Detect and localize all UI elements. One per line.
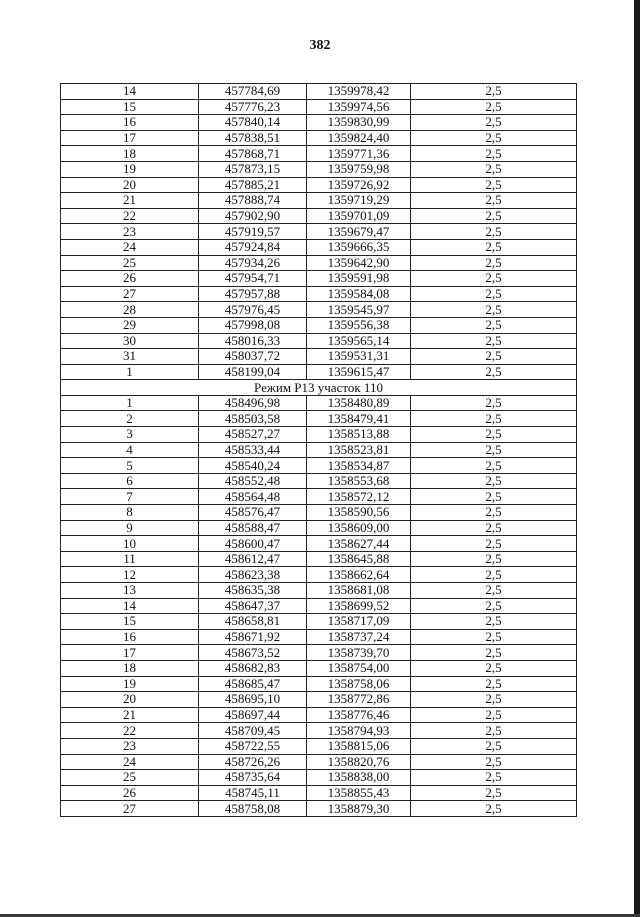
y-coordinate-cell: 1358855,43 <box>307 785 411 801</box>
x-coordinate-cell: 457868,71 <box>199 146 307 162</box>
point-number-cell: 26 <box>61 271 199 287</box>
x-coordinate-cell: 458037,72 <box>199 349 307 365</box>
point-number-cell: 5 <box>61 458 199 474</box>
value-cell: 2,5 <box>411 629 577 645</box>
y-coordinate-cell: 1358717,09 <box>307 614 411 630</box>
value-cell: 2,5 <box>411 208 577 224</box>
x-coordinate-cell: 457888,74 <box>199 193 307 209</box>
point-number-cell: 20 <box>61 692 199 708</box>
section-header-row <box>61 380 577 396</box>
table-row <box>61 115 577 131</box>
section-header-body <box>61 380 577 396</box>
x-coordinate-cell: 458682,83 <box>199 660 307 676</box>
y-coordinate-cell: 1358645,88 <box>307 551 411 567</box>
y-coordinate-cell: 1358609,00 <box>307 520 411 536</box>
point-number-cell: 25 <box>61 770 199 786</box>
scan-right-edge <box>634 0 640 917</box>
table-row <box>61 411 577 427</box>
x-coordinate-cell: 458722,55 <box>199 738 307 754</box>
value-cell: 2,5 <box>411 146 577 162</box>
point-number-cell: 10 <box>61 536 199 552</box>
value-cell: 2,5 <box>411 505 577 521</box>
point-number-cell: 16 <box>61 115 199 131</box>
table-row <box>61 770 577 786</box>
x-coordinate-cell: 457776,23 <box>199 99 307 115</box>
value-cell: 2,5 <box>411 395 577 411</box>
value-cell: 2,5 <box>411 598 577 614</box>
point-number-cell: 28 <box>61 302 199 318</box>
table-row <box>61 660 577 676</box>
y-coordinate-cell: 1359771,36 <box>307 146 411 162</box>
value-cell: 2,5 <box>411 193 577 209</box>
x-coordinate-cell: 458673,52 <box>199 645 307 661</box>
y-coordinate-cell: 1358737,24 <box>307 629 411 645</box>
value-cell: 2,5 <box>411 161 577 177</box>
table-row <box>61 801 577 817</box>
x-coordinate-cell: 457998,08 <box>199 317 307 333</box>
y-coordinate-cell: 1358480,89 <box>307 395 411 411</box>
y-coordinate-cell: 1359701,09 <box>307 208 411 224</box>
point-number-cell: 21 <box>61 707 199 723</box>
x-coordinate-cell: 458671,92 <box>199 629 307 645</box>
x-coordinate-cell: 457885,21 <box>199 177 307 193</box>
point-number-cell: 7 <box>61 489 199 505</box>
point-number-cell: 12 <box>61 567 199 583</box>
x-coordinate-cell: 457934,26 <box>199 255 307 271</box>
value-cell: 2,5 <box>411 177 577 193</box>
value-cell: 2,5 <box>411 115 577 131</box>
point-number-cell: 21 <box>61 193 199 209</box>
value-cell: 2,5 <box>411 442 577 458</box>
x-coordinate-cell: 458709,45 <box>199 723 307 739</box>
y-coordinate-cell: 1359556,38 <box>307 317 411 333</box>
x-coordinate-cell: 457902,90 <box>199 208 307 224</box>
table-row <box>61 598 577 614</box>
table-row <box>61 302 577 318</box>
y-coordinate-cell: 1358758,06 <box>307 676 411 692</box>
y-coordinate-cell: 1358553,68 <box>307 473 411 489</box>
y-coordinate-cell: 1359830,99 <box>307 115 411 131</box>
value-cell: 2,5 <box>411 645 577 661</box>
y-coordinate-cell: 1359545,97 <box>307 302 411 318</box>
x-coordinate-cell: 458685,47 <box>199 676 307 692</box>
table-row <box>61 629 577 645</box>
y-coordinate-cell: 1358739,70 <box>307 645 411 661</box>
table-row <box>61 146 577 162</box>
x-coordinate-cell: 457954,71 <box>199 271 307 287</box>
table-row <box>61 224 577 240</box>
point-number-cell: 20 <box>61 177 199 193</box>
y-coordinate-cell: 1358879,30 <box>307 801 411 817</box>
point-number-cell: 26 <box>61 785 199 801</box>
value-cell: 2,5 <box>411 99 577 115</box>
y-coordinate-cell: 1359679,47 <box>307 224 411 240</box>
y-coordinate-cell: 1358513,88 <box>307 427 411 443</box>
x-coordinate-cell: 457919,57 <box>199 224 307 240</box>
table-row <box>61 723 577 739</box>
table-row <box>61 505 577 521</box>
x-coordinate-cell: 458758,08 <box>199 801 307 817</box>
value-cell: 2,5 <box>411 707 577 723</box>
y-coordinate-cell: 1358627,44 <box>307 536 411 552</box>
table-row <box>61 193 577 209</box>
table-row <box>61 754 577 770</box>
table-body-before <box>61 84 577 380</box>
x-coordinate-cell: 458735,64 <box>199 770 307 786</box>
table-row <box>61 583 577 599</box>
y-coordinate-cell: 1358776,46 <box>307 707 411 723</box>
table-row <box>61 442 577 458</box>
point-number-cell: 13 <box>61 583 199 599</box>
value-cell: 2,5 <box>411 583 577 599</box>
x-coordinate-cell: 458697,44 <box>199 707 307 723</box>
point-number-cell: 23 <box>61 738 199 754</box>
table-row <box>61 614 577 630</box>
y-coordinate-cell: 1359565,14 <box>307 333 411 349</box>
x-coordinate-cell: 458016,33 <box>199 333 307 349</box>
value-cell: 2,5 <box>411 614 577 630</box>
coordinates-table-container <box>60 83 576 817</box>
value-cell: 2,5 <box>411 458 577 474</box>
table-row <box>61 692 577 708</box>
point-number-cell: 16 <box>61 629 199 645</box>
value-cell: 2,5 <box>411 551 577 567</box>
y-coordinate-cell: 1359719,29 <box>307 193 411 209</box>
x-coordinate-cell: 458623,38 <box>199 567 307 583</box>
table-row <box>61 785 577 801</box>
table-row <box>61 286 577 302</box>
value-cell: 2,5 <box>411 660 577 676</box>
x-coordinate-cell: 458527,27 <box>199 427 307 443</box>
x-coordinate-cell: 458552,48 <box>199 473 307 489</box>
value-cell: 2,5 <box>411 302 577 318</box>
table-row <box>61 333 577 349</box>
value-cell: 2,5 <box>411 692 577 708</box>
value-cell: 2,5 <box>411 770 577 786</box>
point-number-cell: 17 <box>61 130 199 146</box>
y-coordinate-cell: 1358794,93 <box>307 723 411 739</box>
y-coordinate-cell: 1358681,08 <box>307 583 411 599</box>
x-coordinate-cell: 457838,51 <box>199 130 307 146</box>
y-coordinate-cell: 1358479,41 <box>307 411 411 427</box>
table-body-after <box>61 395 577 816</box>
x-coordinate-cell: 457784,69 <box>199 84 307 100</box>
point-number-cell: 27 <box>61 801 199 817</box>
y-coordinate-cell: 1359531,31 <box>307 349 411 365</box>
point-number-cell: 14 <box>61 598 199 614</box>
value-cell: 2,5 <box>411 676 577 692</box>
value-cell: 2,5 <box>411 411 577 427</box>
y-coordinate-cell: 1359642,90 <box>307 255 411 271</box>
value-cell: 2,5 <box>411 364 577 380</box>
point-number-cell: 2 <box>61 411 199 427</box>
table-row <box>61 676 577 692</box>
y-coordinate-cell: 1358662,64 <box>307 567 411 583</box>
x-coordinate-cell: 458612,47 <box>199 551 307 567</box>
y-coordinate-cell: 1359978,42 <box>307 84 411 100</box>
x-coordinate-cell: 458540,24 <box>199 458 307 474</box>
y-coordinate-cell: 1359615,47 <box>307 364 411 380</box>
table-row <box>61 364 577 380</box>
point-number-cell: 6 <box>61 473 199 489</box>
point-number-cell: 24 <box>61 239 199 255</box>
point-number-cell: 15 <box>61 99 199 115</box>
value-cell: 2,5 <box>411 130 577 146</box>
x-coordinate-cell: 458658,81 <box>199 614 307 630</box>
y-coordinate-cell: 1358523,81 <box>307 442 411 458</box>
section-title: Режим Р13 участок 110 <box>61 380 577 396</box>
point-number-cell: 1 <box>61 364 199 380</box>
y-coordinate-cell: 1358820,76 <box>307 754 411 770</box>
point-number-cell: 25 <box>61 255 199 271</box>
y-coordinate-cell: 1358590,56 <box>307 505 411 521</box>
x-coordinate-cell: 458564,48 <box>199 489 307 505</box>
value-cell: 2,5 <box>411 473 577 489</box>
table-row <box>61 84 577 100</box>
x-coordinate-cell: 457924,84 <box>199 239 307 255</box>
value-cell: 2,5 <box>411 317 577 333</box>
table-row <box>61 645 577 661</box>
value-cell: 2,5 <box>411 333 577 349</box>
value-cell: 2,5 <box>411 224 577 240</box>
y-coordinate-cell: 1358754,00 <box>307 660 411 676</box>
y-coordinate-cell: 1358534,87 <box>307 458 411 474</box>
x-coordinate-cell: 458503,58 <box>199 411 307 427</box>
value-cell: 2,5 <box>411 567 577 583</box>
y-coordinate-cell: 1358838,00 <box>307 770 411 786</box>
x-coordinate-cell: 458600,47 <box>199 536 307 552</box>
value-cell: 2,5 <box>411 286 577 302</box>
value-cell: 2,5 <box>411 349 577 365</box>
table-row <box>61 520 577 536</box>
table-row <box>61 349 577 365</box>
value-cell: 2,5 <box>411 84 577 100</box>
point-number-cell: 23 <box>61 224 199 240</box>
table-row <box>61 239 577 255</box>
y-coordinate-cell: 1359591,98 <box>307 271 411 287</box>
value-cell: 2,5 <box>411 723 577 739</box>
table-row <box>61 395 577 411</box>
value-cell: 2,5 <box>411 801 577 817</box>
x-coordinate-cell: 458576,47 <box>199 505 307 521</box>
y-coordinate-cell: 1358772,86 <box>307 692 411 708</box>
table-row <box>61 130 577 146</box>
x-coordinate-cell: 458199,04 <box>199 364 307 380</box>
point-number-cell: 22 <box>61 723 199 739</box>
table-row <box>61 161 577 177</box>
value-cell: 2,5 <box>411 255 577 271</box>
point-number-cell: 3 <box>61 427 199 443</box>
x-coordinate-cell: 457957,88 <box>199 286 307 302</box>
x-coordinate-cell: 458695,10 <box>199 692 307 708</box>
value-cell: 2,5 <box>411 520 577 536</box>
value-cell: 2,5 <box>411 239 577 255</box>
table-row <box>61 317 577 333</box>
x-coordinate-cell: 458745,11 <box>199 785 307 801</box>
x-coordinate-cell: 457873,15 <box>199 161 307 177</box>
x-coordinate-cell: 458647,37 <box>199 598 307 614</box>
y-coordinate-cell: 1358572,12 <box>307 489 411 505</box>
point-number-cell: 1 <box>61 395 199 411</box>
point-number-cell: 18 <box>61 660 199 676</box>
value-cell: 2,5 <box>411 785 577 801</box>
point-number-cell: 9 <box>61 520 199 536</box>
x-coordinate-cell: 458496,98 <box>199 395 307 411</box>
table-row <box>61 738 577 754</box>
page-number: 382 <box>309 38 331 53</box>
x-coordinate-cell: 458588,47 <box>199 520 307 536</box>
point-number-cell: 24 <box>61 754 199 770</box>
y-coordinate-cell: 1359974,56 <box>307 99 411 115</box>
y-coordinate-cell: 1359759,98 <box>307 161 411 177</box>
point-number-cell: 30 <box>61 333 199 349</box>
table-row <box>61 177 577 193</box>
value-cell: 2,5 <box>411 754 577 770</box>
point-number-cell: 18 <box>61 146 199 162</box>
point-number-cell: 29 <box>61 317 199 333</box>
point-number-cell: 8 <box>61 505 199 521</box>
point-number-cell: 27 <box>61 286 199 302</box>
y-coordinate-cell: 1358699,52 <box>307 598 411 614</box>
table-row <box>61 458 577 474</box>
x-coordinate-cell: 457976,45 <box>199 302 307 318</box>
coordinates-table <box>60 83 577 817</box>
point-number-cell: 17 <box>61 645 199 661</box>
y-coordinate-cell: 1359666,35 <box>307 239 411 255</box>
table-row <box>61 271 577 287</box>
table-row <box>61 208 577 224</box>
x-coordinate-cell: 458726,26 <box>199 754 307 770</box>
table-row <box>61 427 577 443</box>
table-row <box>61 99 577 115</box>
point-number-cell: 14 <box>61 84 199 100</box>
x-coordinate-cell: 458635,38 <box>199 583 307 599</box>
y-coordinate-cell: 1359584,08 <box>307 286 411 302</box>
value-cell: 2,5 <box>411 427 577 443</box>
value-cell: 2,5 <box>411 738 577 754</box>
table-row <box>61 707 577 723</box>
table-row <box>61 567 577 583</box>
table-row <box>61 473 577 489</box>
point-number-cell: 19 <box>61 676 199 692</box>
table-row <box>61 551 577 567</box>
y-coordinate-cell: 1358815,06 <box>307 738 411 754</box>
y-coordinate-cell: 1359726,92 <box>307 177 411 193</box>
point-number-cell: 4 <box>61 442 199 458</box>
point-number-cell: 15 <box>61 614 199 630</box>
y-coordinate-cell: 1359824,40 <box>307 130 411 146</box>
value-cell: 2,5 <box>411 536 577 552</box>
x-coordinate-cell: 458533,44 <box>199 442 307 458</box>
table-row <box>61 489 577 505</box>
point-number-cell: 19 <box>61 161 199 177</box>
table-row <box>61 536 577 552</box>
value-cell: 2,5 <box>411 271 577 287</box>
point-number-cell: 31 <box>61 349 199 365</box>
x-coordinate-cell: 457840,14 <box>199 115 307 131</box>
point-number-cell: 22 <box>61 208 199 224</box>
point-number-cell: 11 <box>61 551 199 567</box>
table-row <box>61 255 577 271</box>
value-cell: 2,5 <box>411 489 577 505</box>
